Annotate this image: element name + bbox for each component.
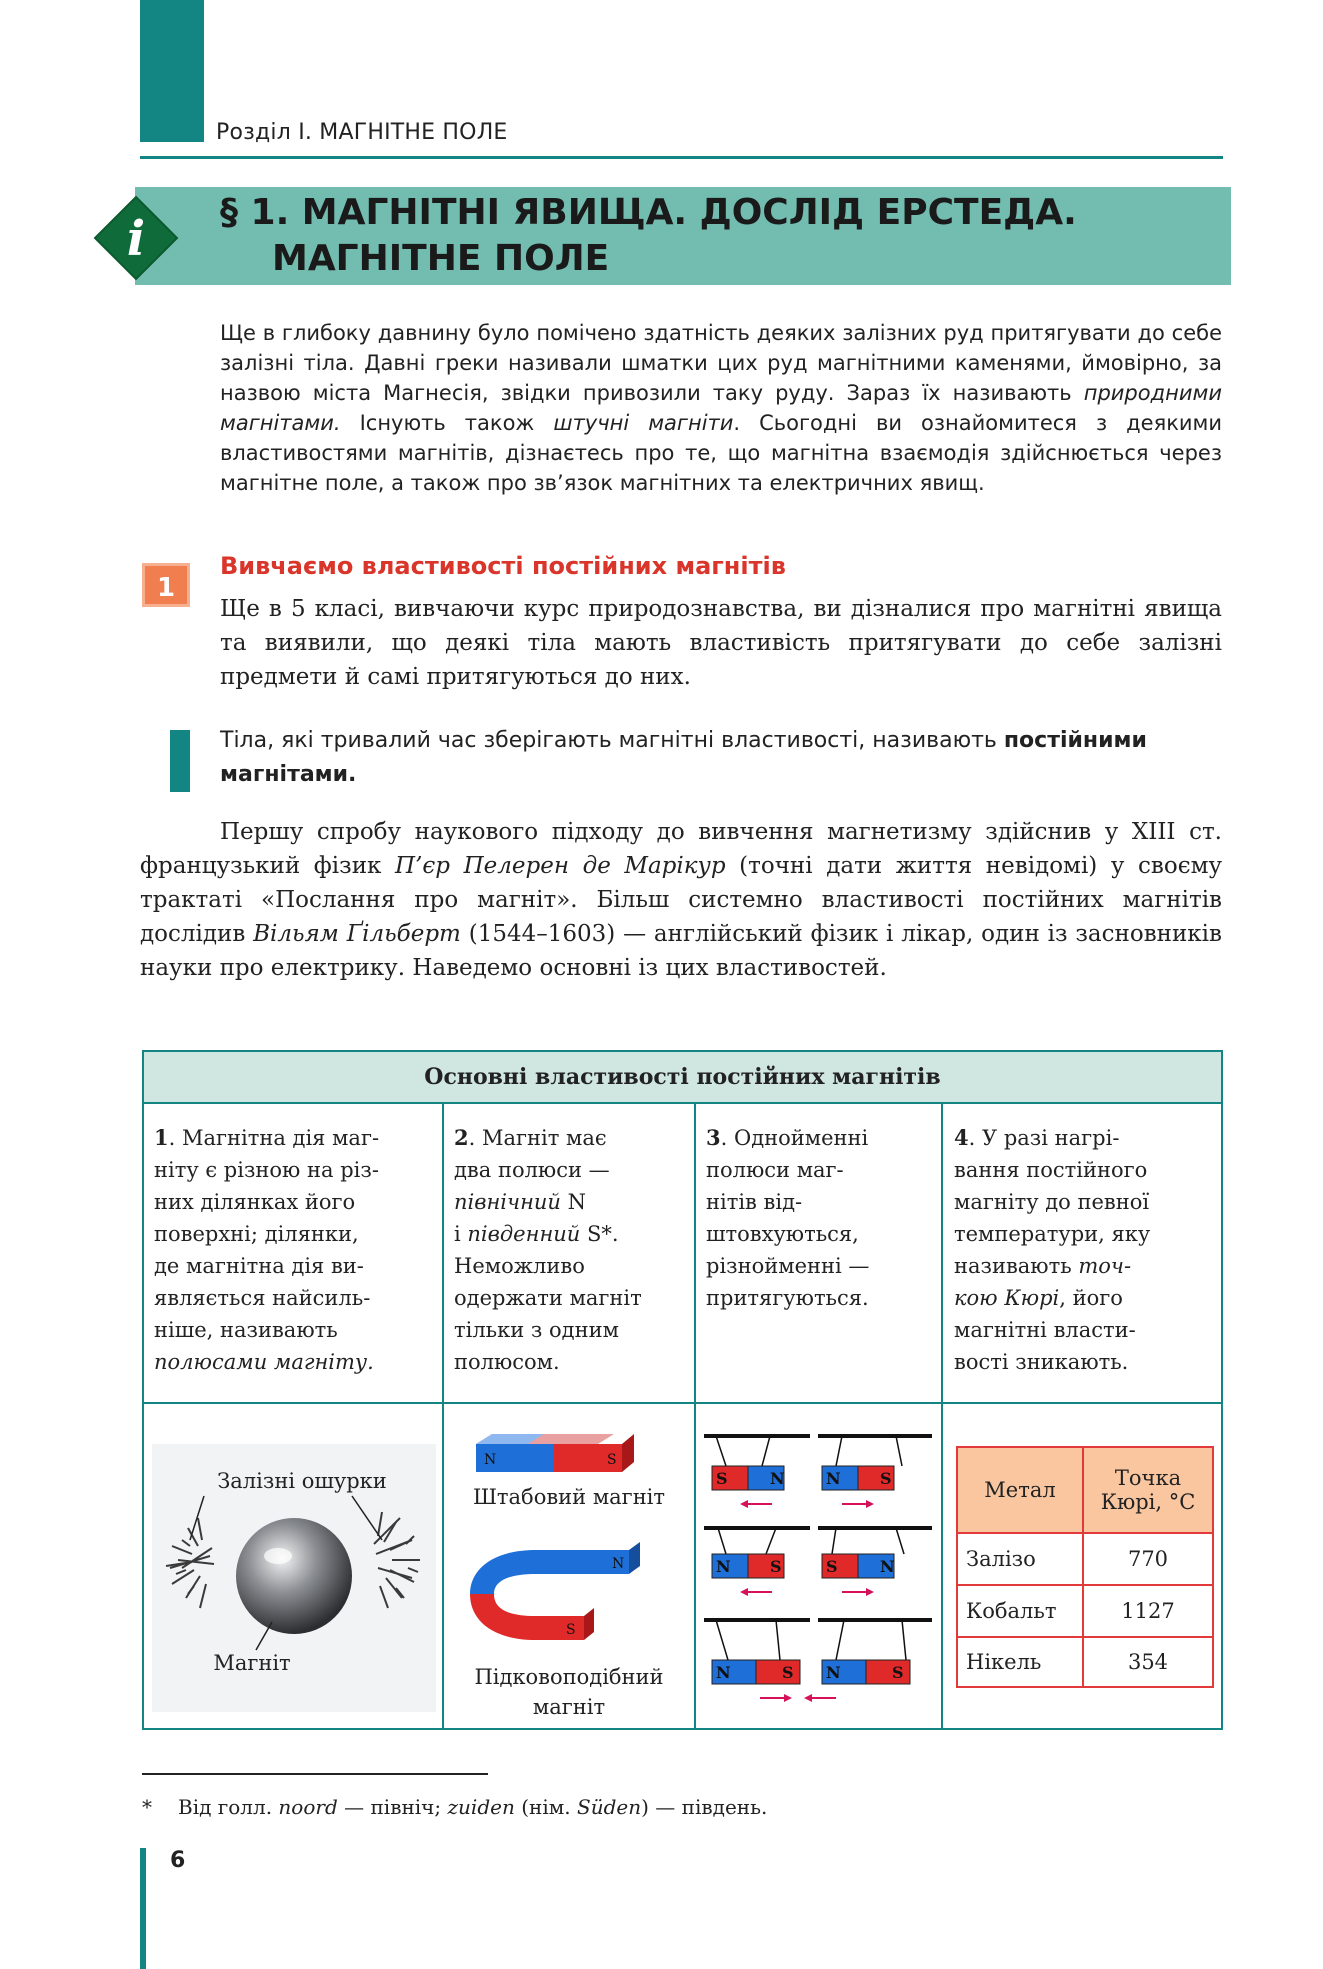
- info-icon: [93, 195, 179, 281]
- svg-text:N: N: [612, 1556, 625, 1572]
- curie-table-header: [958, 1448, 1212, 1532]
- svg-text:N: N: [826, 1469, 841, 1488]
- definition-marker: [170, 730, 190, 792]
- svg-text:S: S: [826, 1557, 838, 1576]
- svg-text:S: S: [880, 1469, 892, 1488]
- curie-row: Залізо 770: [958, 1532, 1212, 1584]
- svg-text:S: S: [716, 1469, 728, 1488]
- svg-text:N: N: [880, 1557, 895, 1576]
- bar-magnet: [476, 1434, 634, 1472]
- svg-text:N: N: [770, 1469, 785, 1488]
- properties-table: [142, 1050, 1223, 1730]
- title-line-1: § 1. МАГНІТНІ ЯВИЩА. ДОСЛІД ЕРСТЕДА.: [220, 192, 1077, 233]
- intro-paragraph: Ще в глибоку давнину було помічено здатність деяких залізних руд притягувати до себе залізні тіла. Давні греки називали шматки цих руд магнітними каменями, ймовірно, за назвою міста Магнесія, звідки привозили таку руду. Зараз їх називають природними магнітами. Існують також штучні магніти. Сьогодні ви ознайомитеся з деякими властивостями магнітів, дізнаєтесь про те, що магнітна взаємодія здійснюється через магнітне поле, а також про зв’язок магнітних та електричних явищ.: [220, 321, 1223, 495]
- svg-text:N: N: [716, 1557, 731, 1576]
- paragraph-2: Першу спробу наукового підходу до вивчення магнетизму здійснив у XIII ст. французький фізик П’єр Пелерен де Марікур (точні дати життя невідомі) у своєму трактаті «Послання про магніт». Більш системно властивості постійних магнітів дослідив Вільям Ґільберт (1544–1603) — англійський фізик і лікар, один із засновників науки про електрику. Наведемо основні із цих властивостей.: [140, 819, 1222, 981]
- page-edge-bar: [140, 1848, 146, 1969]
- svg-text:S: S: [566, 1622, 576, 1638]
- curie-row: Нікель 354: [958, 1636, 1212, 1686]
- magnet-types-illustration: [444, 1404, 694, 1728]
- magnet-label: Магніт: [213, 1651, 291, 1675]
- page-title: [220, 190, 1077, 282]
- definition-text: Тіла, які тривалий час зберігають магнітні властивості, називають постійними магнітами.: [220, 728, 1147, 787]
- table-header: Основні властивості постійних магнітів: [144, 1052, 1221, 1104]
- horseshoe-magnet-label-1: Підковоподібний: [474, 1665, 664, 1689]
- paragraph-1: Ще в 5 класі, вивчаючи курс природознавства, ви дізналися про магнітні явища та виявили, що деякі тіла мають властивість притягувати до себе залізні предмети й самі притягуються до них.: [220, 596, 1222, 690]
- property-cell-3: 3. Однойменні полюси маг- нітів від- штовхуються, різнойменні — притягуються.: [706, 1125, 870, 1310]
- property-cell-1: 1. Магнітна дія маг- ніту є різною на різ- них ділянках його поверхні; ділянки, де магнітна дія ви- являється найсиль- ніше, називають полюсами магніту.: [154, 1125, 380, 1374]
- property-cell-2: 2. Магніт має два полюси — північний N і південний S*. Неможливо одержати магніт тільки з одним полюсом.: [454, 1125, 642, 1374]
- repel-pair-1: [704, 1436, 810, 1508]
- section-label: Розділ І. МАГНІТНЕ ПОЛЕ: [216, 120, 508, 145]
- svg-text:S: S: [782, 1663, 794, 1682]
- repel-pair-3: [704, 1528, 810, 1596]
- footnote: * Від голл. noord — північ; zuiden (нім. Süden) — південь.: [142, 1795, 768, 1819]
- magnet-sphere: [236, 1518, 352, 1634]
- subsection-title: Вивчаємо властивості постійних магнітів: [220, 552, 786, 580]
- bar-magnet-label: Штабовий магніт: [472, 1485, 666, 1509]
- svg-text:S: S: [607, 1452, 617, 1468]
- svg-text:N: N: [484, 1452, 497, 1468]
- svg-text:S: S: [892, 1663, 904, 1682]
- subsection-number-badge: 1: [142, 563, 190, 607]
- curie-col-metal: Метал: [984, 1478, 1056, 1502]
- header-divider: [140, 156, 1223, 159]
- property-cell-4: 4. У разі нагрі- вання постійного магніту до певної температури, яку називають точ- кою Кюрі, його магнітні власти- вості зникають.: [954, 1125, 1151, 1374]
- curie-col-temp: Точка Кюрі, °С: [1082, 1448, 1212, 1532]
- pole-interaction-illustration: [696, 1404, 940, 1728]
- horseshoe-magnet-label-2: магніт: [532, 1695, 606, 1719]
- svg-text:i: i: [126, 211, 146, 267]
- curie-row: Кобальт 1127: [958, 1584, 1212, 1636]
- curie-temperature-table: [956, 1446, 1214, 1688]
- header-color-block: [140, 0, 204, 142]
- footnote-divider: [142, 1773, 488, 1775]
- iron-filings-label: Залізні ошурки: [217, 1469, 387, 1493]
- attract-pair-2: [804, 1620, 932, 1702]
- magnet-filings-illustration: [152, 1444, 436, 1712]
- svg-text:S: S: [770, 1557, 782, 1576]
- repel-pair-4: [818, 1528, 932, 1596]
- page-number: 6: [170, 1848, 186, 1873]
- svg-text:N: N: [716, 1663, 731, 1682]
- svg-text:N: N: [826, 1663, 841, 1682]
- repel-pair-2: [818, 1436, 932, 1508]
- horseshoe-magnet: [464, 1542, 640, 1644]
- attract-pair-1: [704, 1620, 810, 1702]
- table-divider: [941, 1104, 943, 1728]
- title-line-2: МАГНІТНЕ ПОЛЕ: [272, 238, 610, 279]
